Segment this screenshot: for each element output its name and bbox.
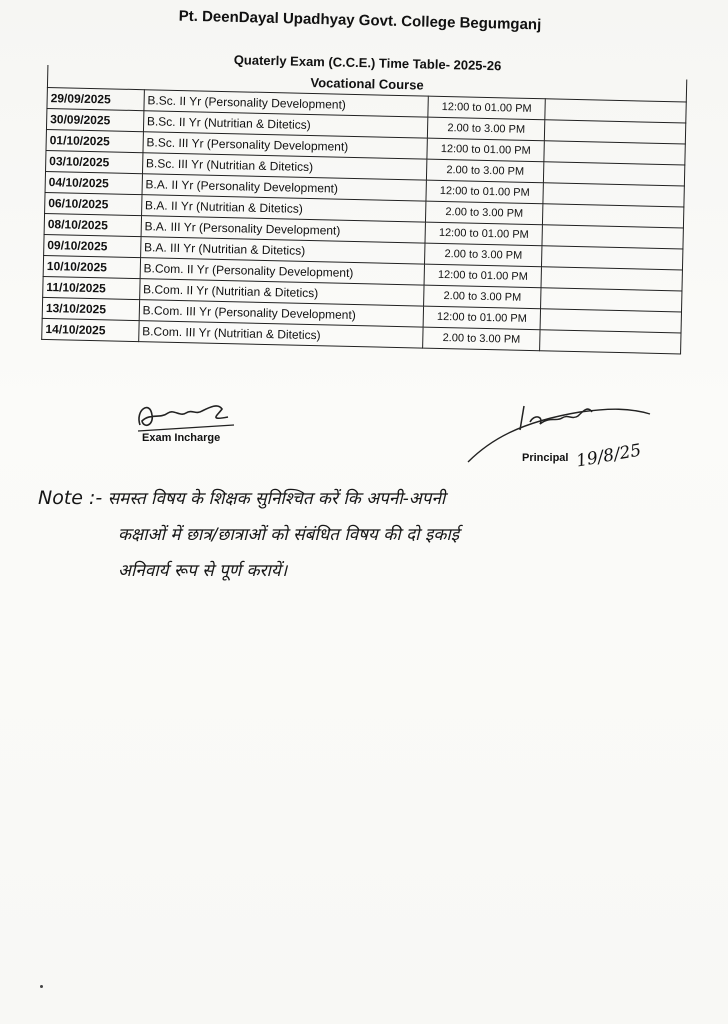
exam-subject: B.Com. II Yr (Nutritian & Ditetics)	[139, 279, 424, 306]
exam-date: 09/10/2025	[44, 234, 141, 257]
exam-time: 2.00 to 3.00 PM	[427, 159, 544, 183]
exam-time: 2.00 to 3.00 PM	[423, 327, 540, 351]
exam-subject: B.Sc. III Yr (Personality Development)	[143, 132, 428, 159]
exam-time: 2.00 to 3.00 PM	[424, 285, 541, 309]
exam-date: 14/10/2025	[42, 318, 139, 341]
exam-date: 30/09/2025	[46, 108, 143, 131]
exam-incharge-label: Exam Incharge	[142, 432, 221, 444]
exam-date: 11/10/2025	[43, 276, 140, 299]
exam-subject: B.A. II Yr (Nutritian & Ditetics)	[141, 195, 426, 222]
exam-date: 06/10/2025	[45, 192, 142, 215]
college-title: Pt. DeenDayal Upadhyay Govt. College Begumganj	[178, 7, 542, 34]
exam-date: 10/10/2025	[43, 255, 140, 278]
blank-cell	[540, 330, 681, 354]
page-speck	[40, 985, 43, 988]
exam-time: 12:00 to 01.00 PM	[427, 138, 544, 162]
exam-time: 12:00 to 01.00 PM	[425, 222, 542, 246]
note-line-3: अनिवार्य रूप से पूर्ण करायें।	[118, 561, 288, 581]
exam-time: 12:00 to 01.00 PM	[426, 180, 543, 204]
note-line-2: कक्षाओं में छात्र/छात्राओं को संबंधित विषय की दो इकाई	[118, 525, 460, 545]
exam-time: 12:00 to 01.00 PM	[423, 306, 540, 330]
exam-subject: B.A. III Yr (Personality Development)	[141, 216, 426, 243]
exam-date: 29/09/2025	[47, 87, 144, 110]
exam-time: 2.00 to 3.00 PM	[425, 243, 542, 267]
exam-time: 12:00 to 01.00 PM	[428, 96, 545, 120]
note-label: Note :-	[38, 487, 103, 509]
exam-date: 03/10/2025	[46, 150, 143, 173]
exam-time: 12:00 to 01.00 PM	[424, 264, 541, 288]
exam-date: 13/10/2025	[42, 297, 139, 320]
exam-date: 04/10/2025	[45, 171, 142, 194]
exam-subject: B.Sc. II Yr (Personality Development)	[144, 90, 429, 117]
exam-subject: B.A. II Yr (Personality Development)	[142, 174, 427, 201]
exam-subject: B.Sc. II Yr (Nutritian & Ditetics)	[143, 111, 428, 138]
exam-subject: B.Com. III Yr (Nutritian & Ditetics)	[138, 321, 423, 348]
note-block	[38, 480, 678, 589]
exam-subject: B.Sc. III Yr (Nutritian & Ditetics)	[142, 153, 427, 180]
exam-time: 2.00 to 3.00 PM	[428, 117, 545, 141]
section-title: Vocational Course	[47, 65, 686, 102]
note-line-1: समस्त विषय के शिक्षक सुनिश्चित करें कि अपनी-अपनी	[107, 489, 446, 509]
principal-label: Principal 19/8/25	[522, 440, 643, 472]
exam-subject: B.A. III Yr (Nutritian & Ditetics)	[140, 237, 425, 264]
exam-date: 01/10/2025	[46, 129, 143, 152]
exam-date: 08/10/2025	[44, 213, 141, 236]
exam-subject: B.Com. III Yr (Personality Development)	[139, 300, 424, 327]
exam-subject: B.Com. II Yr (Personality Development)	[140, 258, 425, 285]
principal-date: 19/8/25	[574, 440, 643, 472]
exam-incharge-signature	[130, 395, 240, 437]
timetable	[41, 40, 688, 354]
exam-time: 2.00 to 3.00 PM	[426, 201, 543, 225]
exam-title: Quaterly Exam (C.C.E.) Time Table- 2025-26	[233, 52, 502, 74]
